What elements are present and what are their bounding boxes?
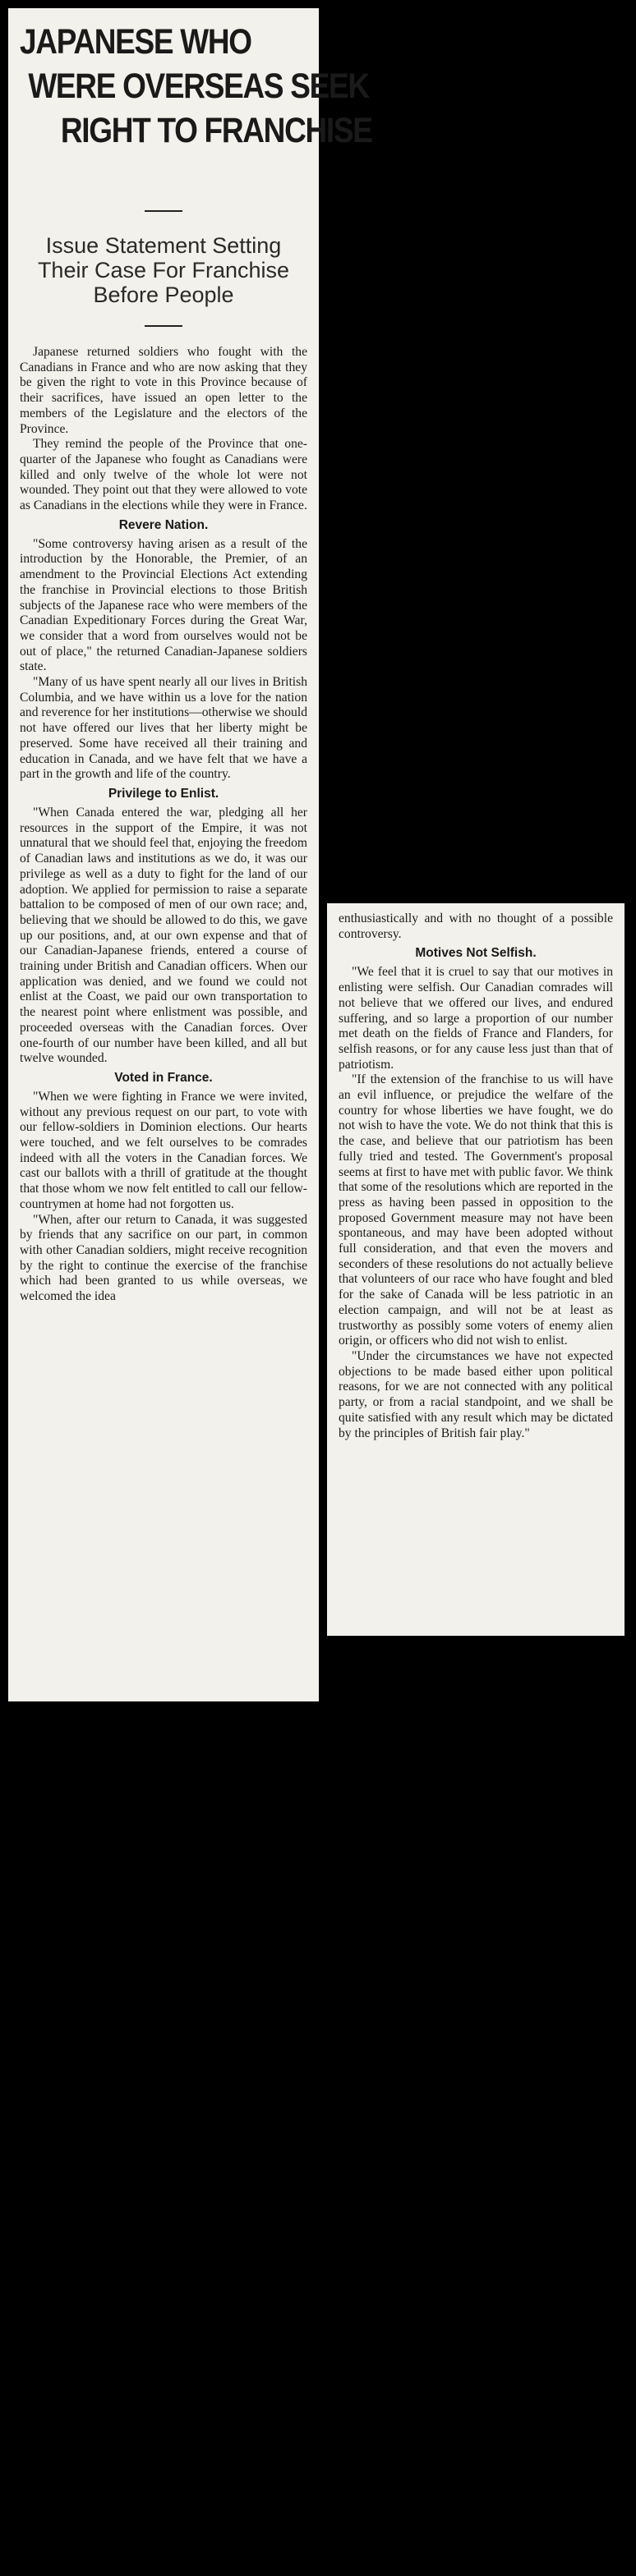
article-body-right <box>339 911 613 1441</box>
divider-rule <box>145 210 182 212</box>
article-body-left <box>20 345 307 1305</box>
paragraph: "When, after our return to Canada, it was suggested by friends that any sacrifice on our part, in common with other Canadian soldiers, might receive recognition by the right to continue the exercise of the franchise which had been granted to us while overseas, we welcomed the idea <box>20 1212 307 1304</box>
paragraph: They remind the people of the Province that one-quarter of the Japanese who fought as Canadians were killed and only twelve of the whole lot were not wounded. They point out that they were allowed to vote as Canadians in the elections while they were in France. <box>20 437 307 513</box>
section-heading: Motives Not Selfish. <box>415 946 537 961</box>
section-heading: Voted in France. <box>114 1070 213 1085</box>
paragraph: "Many of us have spent nearly all our lives in British Columbia, and we have within us a love for the nation and reverence for her institutions—otherwise we should not have offered our lives that her liberty might be preserved. Some have received all their training and education in Canada, and we have felt that we have a part in the growth and life of the country. <box>20 675 307 782</box>
paragraph: "Some controversy having arisen as a result of the introduction by the Honorable, the Premier, of an amendment to the Provincial Elections Act extending the franchise in Provincial elections to those British subjects of the Japanese race who were members of the Canadian Expeditionary Forces during the Great War, we consider that a word from ourselves would not be out of place," the returned Canadian-Japanese soldiers state. <box>20 536 307 674</box>
paragraph: enthusiastically and with no thought of a possible controversy. <box>339 911 613 941</box>
headline-line-3: RIGHT TO FRANCHISE <box>60 111 372 150</box>
paragraph: "When we were fighting in France we were invited, without any previous request on our part, to vote with our fellow-soldiers in Dominion elections. Our hearts were touched, and we felt ourselves to be comrades indeed with all the voters in the Canadian forces. We cast our ballots with a thrill of gratitude at the thought that those whom we now felt entitled to call our fellow-countrymen at home had not forgotten us. <box>20 1089 307 1211</box>
paragraph: "Under the circumstances we have not expected objections to be made based either upon political reasons, for we are not connected with any political party, or from a racial standpoint, and we shall be quite satisfied with any result which may be dictated by the principles of British fair play." <box>339 1348 613 1440</box>
headline-line-2: WERE OVERSEAS SEEK <box>28 67 369 106</box>
headline <box>20 20 372 153</box>
paragraph: "If the extension of the franchise to us will have an evil influence, or prejudice the welfare of the country for whose liberties we have fought, we do not wish to have the vote. We do not think that this is the case, and believe that our patriotism has been fully tried and tested. The Government's proposal seems at first to have met with public favor. We think that some of the resolutions which are reported in the press as having been passed in opposition to the proposed Government measure may not have been spontaneous, and may have been adopted without full consideration, and that even the movers and seconders of these resolutions do not actually believe that volunteers of our race who have fought and bled for the sake of Canada will be less patriotic in an election campaign, and will not be at least as trustworthy as possibly some voters of enemy alien origin, or officers who did not wish to enlist. <box>339 1072 613 1348</box>
divider-rule <box>145 325 182 327</box>
headline-line-1: JAPANESE WHO <box>20 22 251 62</box>
paragraph: "We feel that it is cruel to say that our motives in enlisting were selfish. Our Canadian comrades will not believe that we offered our lives, and endured suffering, and so large a proportion of our number met death on the fields of France and Flanders, for selfish reasons, or for any cause less just than that of patriotism. <box>339 965 613 1072</box>
paragraph: Japanese returned soldiers who fought with the Canadians in France and who are now asking that they be given the right to vote in this Province because of their sacrifices, have issued an open letter to the members of the Legislature and the electors of the Province. <box>20 345 307 436</box>
article-column-left <box>8 8 372 1701</box>
section-heading: Revere Nation. <box>118 517 209 532</box>
section-heading: Privilege to Enlist. <box>108 786 219 801</box>
subheadline: Issue Statement Setting Their Case For Franchise Before People <box>37 233 290 307</box>
paragraph: "When Canada entered the war, pledging all her resources in the support of the Empire, it was not unnatural that we should feel that, enjoying the freedom of Canadian laws and institutions as we do, it was our privilege as well as a duty to fight for the land of our adoption. We applied for permission to raise a separate battalion to be composed of men of our own race; and, believing that we should be allowed to do this, we gave up our positions, and, at our own expense and that of our Canadian-Japanese friends, entered a course of training under British and Canadian officers. When our application was denied, and we found we could not enlist at the Coast, we paid our own transportation to the nearest point where enlistment was possible, and proceeded overseas with the Canadian forces. Over one-fourth of our number have been killed, and all but twelve wounded. <box>20 805 307 1066</box>
article-column-right <box>327 903 624 1636</box>
